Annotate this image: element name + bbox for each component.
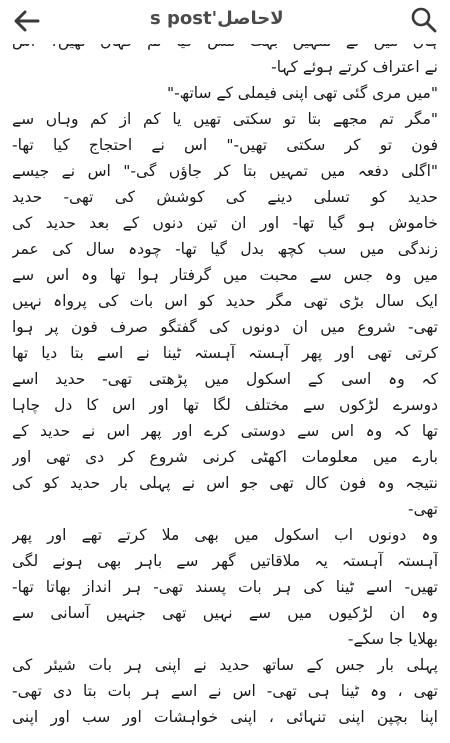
post-line: تھی ، وہ ٹینا ہی تھی- اس نے اسے ہر بات بتا دی تھی- bbox=[12, 682, 438, 700]
post-line: کرتی تھی اور پھر آہستہ آہستہ ٹینا نے اسے بتا دیا تھا bbox=[12, 344, 438, 362]
post-line: "مگر تم مجھے بتا تو سکتی تھیں یا کم از کم وہاں سے bbox=[12, 110, 438, 128]
post-line: خاموش ہو گیا تھا- اور ان تین دنوں کے بعد حدید کی bbox=[12, 214, 438, 232]
post-line: وہ دونوں اب اسکول میں بھی ملا کرتے تھے اور پھر bbox=[12, 526, 438, 544]
search-button[interactable] bbox=[408, 4, 440, 36]
post-line: دوسرے لڑکوں سے مختلف لگا تھا اور اس کا دل چاہا bbox=[12, 396, 438, 414]
post-line: بھلایا جا سکے- bbox=[347, 630, 438, 648]
post-line: نے اعتراف کرتے ہوئے کہا- bbox=[271, 58, 438, 76]
post-line: زندگی میں سب کچھ بدل گیا تھا- چودہ سال کی عمر bbox=[12, 240, 438, 258]
post-line: بارے میں معلومات اکھٹی کرنی شروع کر دی تھی اور bbox=[12, 448, 438, 466]
back-button[interactable] bbox=[10, 6, 44, 36]
post-body bbox=[0, 26, 450, 743]
post-line: تھیں- اسے ٹینا کی ہر بات پسند تھی- ہر انداز بھاتا تھا- bbox=[12, 578, 438, 596]
post-line: نتیجہ وہ فون کال تھی جو اس نے پہلی بار حدید کو کی bbox=[12, 474, 438, 492]
post-line: تھی- bbox=[408, 500, 438, 518]
post-line: وہ ان لڑکیوں میں سے نہیں تھی جنہیں آسانی سے bbox=[12, 604, 438, 622]
post-line: تھا کہ وہ اس سے دوستی کرے اور پھر اس نے حدید کے bbox=[12, 422, 438, 440]
post-line: اپنا بچپن اپنی تنہائی ، اپنی خواہشات اور سب اور اپنی bbox=[12, 708, 438, 726]
post-line: ایک سال بڑی تھی مگر حدید کو اس بات کی پرواہ نہیں bbox=[12, 292, 438, 310]
post-line: "اگلی دفعہ میں تمہیں بتا کر جاؤں گی-" اس نے جیسے bbox=[12, 162, 438, 180]
post-line: میں وہ جس سے محبت میں گرفتار ہوا تھا وہ اس سے bbox=[12, 266, 438, 284]
post-line: حدید کو تسلی دینے کی کوشش کی تھی- حدید bbox=[12, 188, 438, 206]
post-line: تھی- شروع میں ان دونوں کی گفتگو صرف فون پر ہوا bbox=[12, 318, 438, 336]
post-line: کہ وہ اسی کے اسکول میں پڑھتی تھی- حدید اسے bbox=[12, 370, 438, 388]
post-line: پہلی بار جس کے ساتھ حدید نے اپنی ہر بات شیئر کی bbox=[12, 656, 438, 674]
post-line: آہستہ آہستہ یہ ملاقاتیں گھر سے باہر بھی ہونے لگی bbox=[12, 552, 438, 570]
post-line: "میں مری گئی تھی اپنی فیملی کے ساتھ-" bbox=[166, 84, 438, 102]
search-icon bbox=[408, 4, 440, 36]
arrow-left-icon bbox=[10, 6, 44, 36]
page-title: لاحاصل's post bbox=[150, 8, 284, 29]
post-line: فون تو کر سکتی تھیں-" اس نے احتجاج کیا تھا- bbox=[12, 136, 438, 154]
app-bar bbox=[0, 0, 450, 44]
